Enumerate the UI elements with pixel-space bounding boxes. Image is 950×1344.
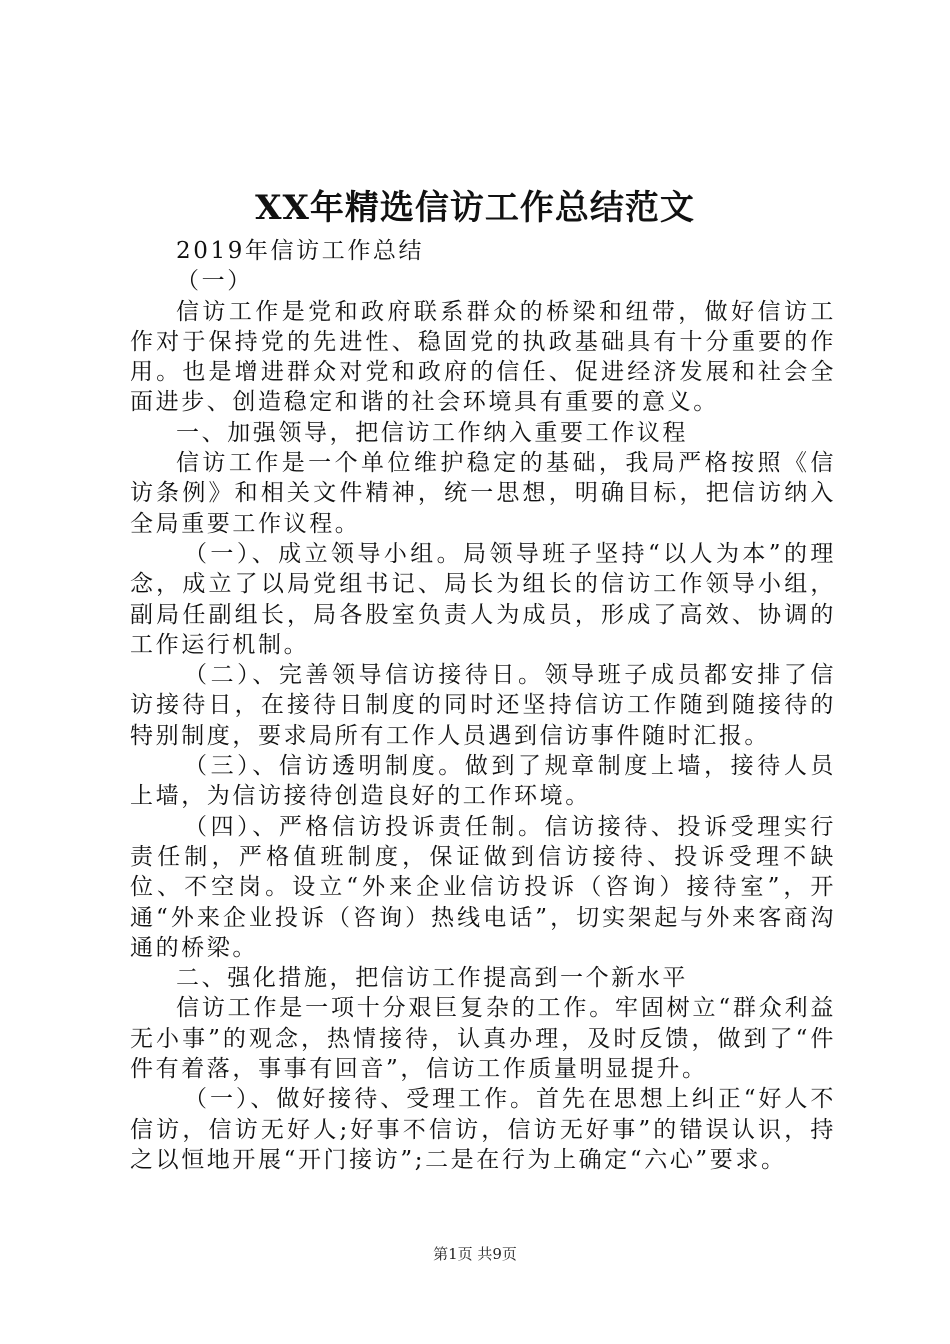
section-heading-2: 二、强化措施，把信访工作提高到一个新水平: [176, 965, 688, 992]
document-title: XX年精选信访工作总结范文: [255, 188, 695, 228]
section-heading-1: 一、加强领导，把信访工作纳入重要工作议程: [176, 419, 688, 446]
subtitle-year-summary: 2019年信访工作总结: [176, 238, 425, 264]
section-1-item-4: （四）、严格信访投诉责任制。信访接待、投诉受理实行责任制，严格值班制度，保证做到信访接待、投诉受理不缺位、不空岗。设立“外来企业信访投诉（咨询）接待室”，开通“外来企业投诉（咨询）热线电话”，切实架起与外来客商沟通的桥梁。: [130, 813, 836, 961]
intro-paragraph: 信访工作是党和政府联系群众的桥梁和纽带，做好信访工作对于保持党的先进性、稳固党的执政基础具有十分重要的作用。也是增进群众对党和政府的信任、促进经济发展和社会全面进步、创造稳定和谐的社会环境具有重要的意义。: [130, 298, 836, 416]
section-1-item-2: （二）、完善领导信访接待日。领导班子成员都安排了信访接待日，在接待日制度的同时还坚持信访工作随到随接待的特别制度，要求局所有工作人员遇到信访事件随时汇报。: [130, 662, 836, 749]
section-1-item-1: （一）、成立领导小组。局领导班子坚持“以人为本”的理念，成立了以局党组书记、局长为组长的信访工作领导小组，副局任副组长，局各股室负责人为成员，形成了高效、协调的工作运行机制。: [130, 540, 836, 658]
section-1-item-3: （三）、信访透明制度。做到了规章制度上墙，接待人员上墙，为信访接待创造良好的工作环境。: [130, 753, 836, 810]
section-2-item-1: （一）、做好接待、受理工作。首先在思想上纠正“好人不信访，信访无好人;好事不信访，信访无好事”的错误认识，持之以恒地开展“开门接访”;二是在行为上确定“六心”要求。: [130, 1086, 836, 1173]
page-footer: 第1页 共9页: [433, 1245, 517, 1263]
section-1-paragraph: 信访工作是一个单位维护稳定的基础，我局严格按照《信访条例》和相关文件精神，统一思想，明确目标，把信访纳入全局重要工作议程。: [130, 450, 836, 537]
section-2-paragraph: 信访工作是一项十分艰巨复杂的工作。牢固树立“群众利益无小事”的观念，热情接待，认真办理，及时反馈，做到了“件件有着落，事事有回音”，信访工作质量明显提升。: [130, 995, 836, 1083]
document-body: [130, 236, 836, 1175]
section-marker: （一）: [176, 268, 253, 295]
